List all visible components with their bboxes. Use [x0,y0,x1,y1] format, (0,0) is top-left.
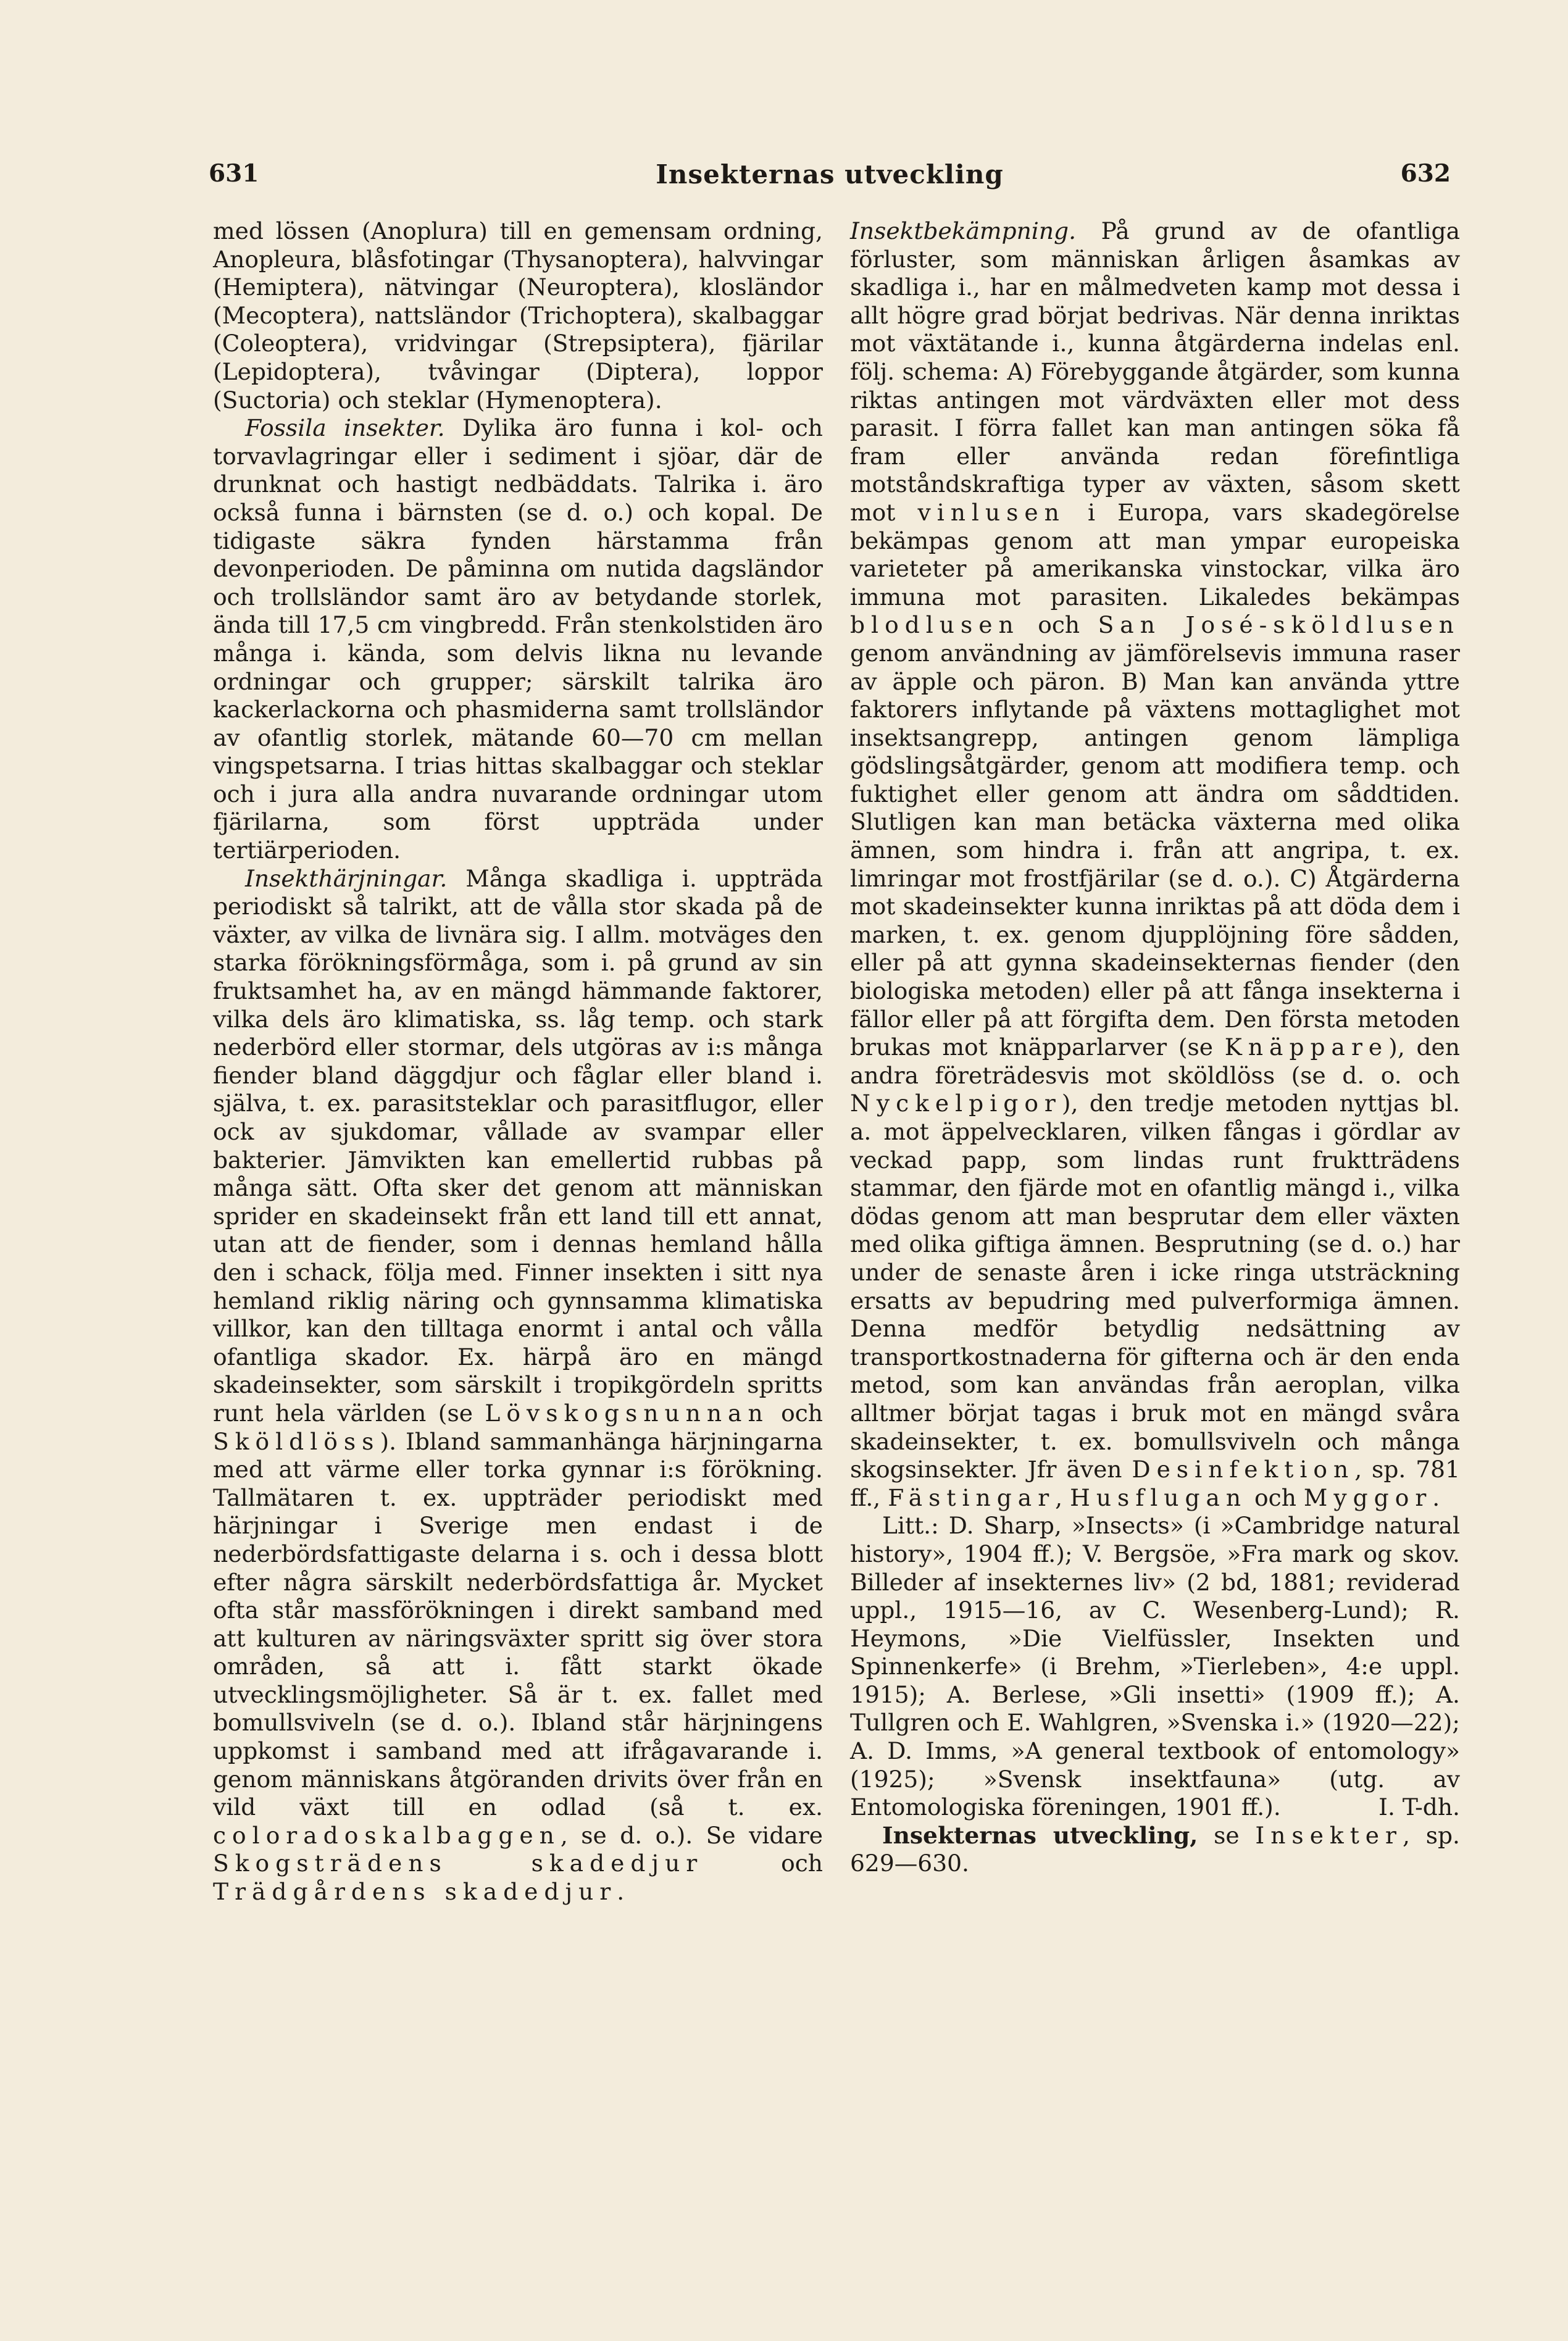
cross-reference[interactable]: Fästingar [888,1483,1056,1511]
paragraph-text: ). Ibland sammanhänga härjningarna med att värme eller torka gynnar i:s förökning. Tallmätaren t. ex. uppträder periodiskt med härjningar i Sverige men endast i de nederbördsfattigaste delarna i s. och i dessa blott efter några särskilt nederbördsfattiga år. Mycket ofta står massförökningen i direkt samband med att kulturen av näringsväxter spritt sig över stora områden, så att i. fått starkt ökade utvecklingsmöjligheter. Så är t. ex. fallet med bomullsviveln (se d. o.). Ibland står härjningens uppkomst i samband med att ifrågavarande i. genom människans åtgöranden drivits över från en vild växt till en odlad (så t. ex. [213,1427,823,1821]
cross-reference[interactable]: Knäppare [1224,1033,1389,1061]
paragraph-harjningar [213,865,823,1906]
paragraph-text: , se d. o.). Se vidare [560,1821,823,1849]
paragraph-text: med lössen (Anoplura) till en gemensam ordning, Anopleura, blåsfotingar (Thysanoptera), halvvingar (Hemiptera), nätvingar (Neuroptera), klosländor (Mecoptera), nattsländor (Trichoptera), skalbaggar (Coleoptera), vridvingar (Strepsiptera), fjärilar (Lepidoptera), tvåvingar (Diptera), loppor (Suctoria) och steklar (Hymenoptera). [213,217,823,414]
cross-reference[interactable]: Lövskogsnunnan [485,1399,769,1427]
paragraph-fossila [213,414,823,865]
section-heading-bekampning: Insektbekämpning. [850,217,1077,244]
cross-reference[interactable]: Trädgårdens skadedjur [213,1878,617,1906]
paragraph-text: , sp. 781 ff., [850,1456,1460,1511]
entry-heading: Insekternas utveckling, [882,1821,1198,1849]
cross-reference[interactable]: Myggor [1303,1483,1433,1511]
paragraph-text: ), den tredje metoden nyttjas bl. a. mot äppelvecklaren, vilken fångas i gördlar av veckad papp, som lindas runt fruktträdens stammar, den fjärde mot en ofantlig mängd i., vilka dödas genom att man besprutar dem eller växten med olika giftiga ämnen. Besprutning (se d. o.) har under de senaste åren i icke ringa utsträckning ersatts av bepudring med pulverformiga ämnen. Denna medför betydlig nedsättning av transportkostnaderna för gifterna och är den enda metod, som kan användas från aeroplan, vilka alltmer börjat tagas i bruk mot en mängd svåra skadeinsekter, t. ex. bomullsviveln och många skogsinsekter. Jfr även [850,1090,1460,1483]
paragraph-text: och [1247,1483,1304,1511]
page-number-left: 631 [209,159,259,188]
cross-reference[interactable]: San José-sköldlusen [1098,611,1461,639]
cross-reference[interactable]: Sköldlöss [213,1427,380,1455]
paragraph-text: och [769,1399,823,1427]
cross-reference[interactable]: blodlusen [850,611,1020,639]
section-heading-harjningar: Insekthärjningar. [245,864,448,892]
page-header [209,159,1451,202]
paragraph-text: och [1019,611,1098,639]
cross-reference[interactable]: Nyckelpigor [850,1090,1062,1117]
paragraph-text: På grund av de ofantliga förluster, som människan årligen åsamkas av skadliga i., har en målmedveten kamp mot dessa i allt högre grad börjat bedrivas. När denna inriktas mot växtätande i., kunna åtgärderna indelas enl. följ. schema: A) Förebyggande åtgärder, som kunna riktas antingen mot värdväxten eller mot dess parasit. I förra fallet kan man antingen söka få fram eller använda redan förefintliga motståndskraftiga typer av växten, såsom skett mot [850,217,1460,526]
paragraph-text: och [703,1850,823,1877]
paragraph-bekampning [850,217,1460,1512]
paragraph-text: i Europa, vars skadegörelse bekämpas genom att man ympar europeiska varieteter på amerikanska vinstockar, vilka äro immuna mot parasiten. Likaledes bekämpas [850,498,1460,611]
page-title: Insekternas utveckling [656,159,1004,190]
paragraph-text: Dylika äro funna i kol- och torvavlagringar eller i sediment i sjöar, där de drunknat och hastigt nedbäddats. Talrika i. äro också funna i bärnsten (se d. o.) och kopal. De tidigaste säkra fynden härstamma från devonperioden. De påminna om nutida dagsländor och trollsländor samt äro av betydande storlek, ända till 17,5 cm vingbredd. Från stenkolstiden äro många i. kända, som delvis likna nu levande ordningar och grupper; särskilt talrika äro kackerlackorna och phasmiderna samt trollsländor av ofantlig storlek, mätande 60—70 cm mellan vingspetsarna. I trias hittas skalbaggar och steklar och i jura alla andra nuvarande ordningar utom fjärilarna, som först uppträda under tertiärperioden. [213,414,823,864]
paragraph-text: genom användning av jämförelsevis immuna raser av äpple och päron. B) Man kan använda yttre faktorers inflytande på växtens mottaglighet mot insektsangrepp, antingen genom lämpliga gödslingsåtgärder, genom att modifiera temp. och fuktighet eller genom att ändra om såddtiden. Slutligen kan man betäcka växterna med olika ämnen, som hindra i. från att angripa, t. ex. limringar mot frostfjärilar (se d. o.). C) Åtgärderna mot skadeinsekter kunna inriktas på att döda dem i marken, t. ex. genom djupplöjning före sådden, eller på att gynna skadeinsekternas fiender (den biologiska metoden) eller på att fånga insekterna i fällor eller på att förgifta dem. Den första metoden brukas mot knäpparlarver (se [850,639,1460,1061]
paragraph-text: , [1055,1483,1070,1511]
page-number-right: 632 [1400,159,1451,188]
paragraph-text: se [1198,1821,1256,1849]
paragraph-text: Många skadliga i. uppträda periodiskt så talrikt, att de vålla stor skada på de växter, av vilka de livnära sig. I allm. motväges den starka förökningsförmåga, som i. på grund av sin fruktsamhet ha, av en mängd hämmande faktorer, vilka dels äro klimatiska, ss. låg temp. och stark nederbörd eller stormar, dels utgöras av i:s många fiender bland däggdjur och fåglar eller bland i. själva, t. ex. parasitsteklar och parasitflugor, eller ock av sjukdomar, vållade av svampar eller bakterier. Jämvikten kan emellertid rubbas på många sätt. Ofta sker det genom att människan sprider en skadeinsekt från ett land till ett annat, utan att de fiender, som i dennas hemland hålla den i schack, följa med. Finner insekten i sitt nya hemland riklig näring och gynnsamma klimatiska villkor, kan den tilltaga enormt i antal och vålla ofantliga skador. Ex. härpå äro en mängd skadeinsekter, som särskilt i tropikgördeln spritts runt hela världen (se [213,864,823,1427]
paragraph-text: . [617,1878,625,1906]
paragraph-text: ), den andra företrädesvis mot sköldlöss (se d. o. och [850,1033,1460,1089]
paragraph-litteratur [850,1512,1460,1822]
paragraph-text: , sp. 629—630. [850,1821,1460,1877]
cross-reference[interactable]: coloradoskalbaggen [213,1821,561,1849]
cross-reference[interactable]: Husflugan [1070,1483,1248,1511]
cross-reference[interactable]: Insekter [1255,1821,1403,1849]
cross-reference[interactable]: Skogsträdens skadedjur [213,1850,704,1877]
left-column [213,217,823,1906]
cross-reference[interactable]: Desinfektion [1132,1456,1355,1483]
section-heading-fossila: Fossila insekter. [245,414,445,442]
paragraph-text: . [1432,1483,1440,1511]
author-signature: I. T-dh. [1378,1793,1460,1821]
paragraph-utveckling [850,1822,1460,1878]
paragraph-orders [213,217,823,414]
paragraph-text: Litt.: D. Sharp, »Insects» (i »Cambridge natural history», 1904 ff.); V. Bergsöe, »Fra mark og skov. Billeder af insekternes liv» (2 bd, 1881; reviderad uppl., 1915—16, av C. Wesenberg-Lund); R. Heymons, »Die Vielfüssler, Insekten und Spinnenkerfe» (i Brehm, »Tierleben», 4:e uppl. 1915); A. Berlese, »Gli insetti» (1909 ff.); A. Tullgren och E. Wahlgren, »Svenska i.» (1920—22); A. D. Imms, »A general textbook of entomology» (1925); »Svensk insektfauna» (utg. av Entomologiska föreningen, 1901 ff.). [850,1512,1460,1821]
cross-reference[interactable]: vinlusen [917,498,1065,526]
right-column [850,217,1460,1878]
